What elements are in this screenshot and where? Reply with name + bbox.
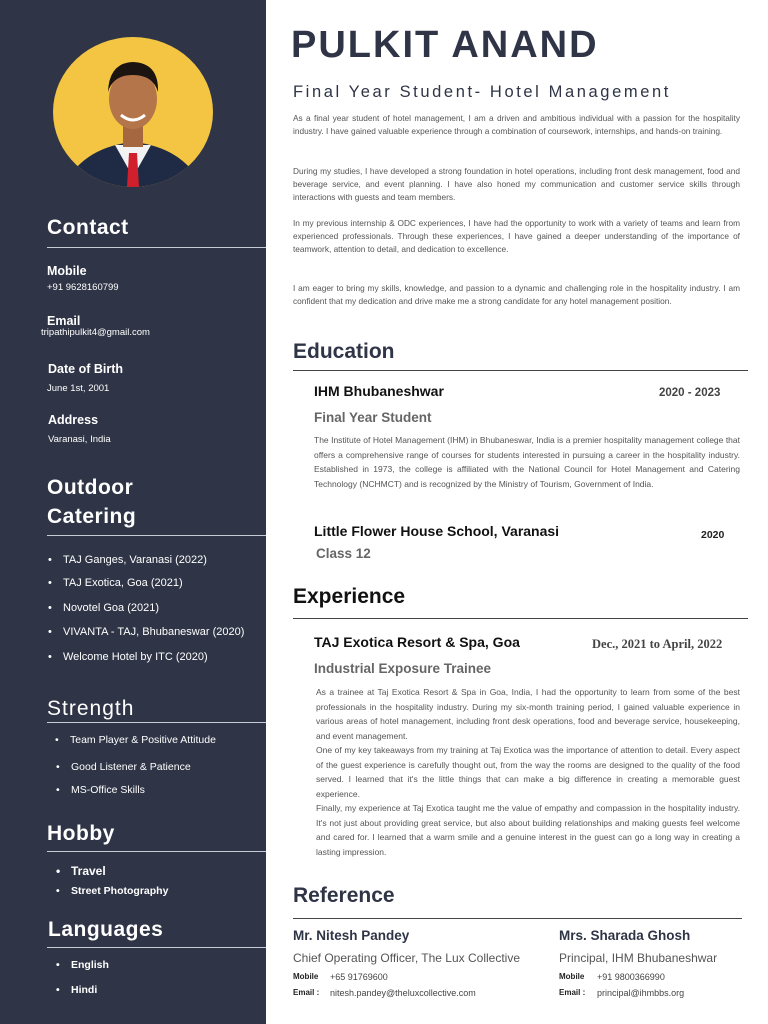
reference-email[interactable]: principal@ihmbbs.org [597, 988, 685, 998]
list-item: • Novotel Goa (2021) [63, 602, 159, 614]
reference-mobile-label: Mobile [559, 972, 585, 981]
hobby-divider [47, 851, 266, 852]
reference-heading: Reference [293, 884, 395, 907]
languages-divider [47, 947, 266, 948]
education-heading: Education [293, 340, 395, 363]
reference-name: Mrs. Sharada Ghosh [559, 928, 691, 943]
reference-email[interactable]: nitesh.pandey@theluxcollective.com [330, 988, 476, 998]
dob-label: Date of Birth [48, 362, 123, 376]
experience-divider [293, 618, 748, 619]
list-item: • Welcome Hotel by ITC (2020) [63, 651, 208, 663]
list-item: • Good Listener & Patience [71, 761, 191, 773]
list-item: • Team Player & Positive Attitude [70, 734, 216, 746]
experience-role: Industrial Exposure Trainee [314, 661, 492, 676]
education-years: 2020 [701, 529, 725, 541]
list-item: • MS-Office Skills [71, 784, 145, 796]
list-item: • VIVANTA - TAJ, Bhubaneswar (2020) [63, 626, 244, 638]
education-divider [293, 370, 748, 371]
experience-paragraph: Finally, my experience at Taj Exotica taught me the value of empathy and compassion in the hospitality industry. It's not just about providing great service, but also about building relationships and making guests feel welcome and cared for. I learned that a warm smile and a genuine interest in the guest can go a long way in creating a lasting impression. [316, 803, 740, 857]
languages-heading: Languages [48, 918, 164, 941]
contact-divider [47, 247, 266, 248]
experience-heading: Experience [293, 585, 406, 608]
reference-mobile: +65 91769600 [330, 972, 388, 982]
outdoor-catering-heading-line1: Outdoor [47, 476, 134, 499]
hobby-heading: Hobby [47, 822, 115, 845]
outdoor-catering-heading-line2: Catering [47, 505, 137, 528]
catering-divider [47, 535, 266, 536]
strength-divider [47, 722, 266, 723]
candidate-name: PULKIT ANAND [291, 24, 599, 66]
mobile-value: +91 9628160799 [47, 282, 119, 293]
address-label: Address [48, 413, 99, 427]
education-years: 2020 - 2023 [659, 387, 721, 399]
experience-paragraph: One of my key takeaways from my training at Taj Exotica was the importance of attention to detail. Every aspect of the guest experience is carefully thought out, from the way the rooms are designed to the quality of the food served. I learned that it's the little things that can make a big difference in creating a memorable guest experience. [316, 745, 740, 799]
list-item: • Hindi [71, 984, 97, 996]
reference-name: Mr. Nitesh Pandey [293, 928, 410, 943]
reference-mobile: +91 9800366990 [597, 972, 665, 982]
address-value: Varanasi, India [48, 434, 111, 445]
contact-heading: Contact [47, 216, 129, 239]
education-school: IHM Bhubaneshwar [314, 383, 444, 399]
list-item: • TAJ Ganges, Varanasi (2022) [63, 554, 207, 566]
education-role: Final Year Student [314, 410, 432, 425]
education-role: Class 12 [316, 546, 371, 561]
reference-divider [293, 918, 742, 919]
email-value[interactable]: tripathipulkit4@gmail.com [41, 327, 150, 338]
list-item: • TAJ Exotica, Goa (2021) [63, 577, 183, 589]
strength-heading: Strength [47, 697, 135, 720]
list-item: • English [71, 959, 109, 971]
reference-email-label: Email : [559, 988, 586, 997]
experience-company: TAJ Exotica Resort & Spa, Goa [314, 634, 520, 650]
list-item: • Street Photography [71, 885, 168, 897]
reference-role: Chief Operating Officer, The Lux Collective [293, 951, 521, 965]
summary-paragraph: I am eager to bring my skills, knowledge, and passion to a dynamic and challenging role in the hospitality industry. I am confident that my dedication and drive make me a strong candidate for any hotel management position. [293, 283, 740, 306]
education-description: The Institute of Hotel Management (IHM) in Bhubaneswar, India is a premier hospitality management college that offers a comprehensive range of courses for students interested in pursuing a career in the hospitality industry. Established in 1973, the college is affiliated with the National Council for Hotel Management and Catering Technology (NCHMCT) and is recognized by the Ministry of Tourism, Government of India. [314, 435, 740, 489]
sidebar [0, 0, 266, 1024]
profile-photo [53, 37, 213, 187]
summary-paragraph: In my previous internship & ODC experiences, I have had the opportunity to work with a variety of teams and learn from experienced professionals. Through these experiences, I have gained a deeper understanding of the importance of teamwork, attention to detail, and dedication to excellence. [293, 218, 740, 254]
mobile-label: Mobile [47, 264, 87, 278]
summary-paragraph: During my studies, I have developed a strong foundation in hotel operations, including front desk management, food and beverage service, and event planning. I have also honed my communication and customer service skills through interactions with guests and team members. [293, 166, 740, 202]
list-item: • Travel [71, 864, 106, 878]
dob-value: June 1st, 2001 [47, 383, 110, 394]
summary-paragraph: As a final year student of hotel management, I am a driven and ambitious individual with a passion for the hospitality industry. I have gained valuable experience through a combination of coursework, internships, and hands-on training. [293, 113, 740, 136]
candidate-title: Final Year Student- Hotel Management [293, 83, 671, 101]
reference-role: Principal, IHM Bhubaneshwar [559, 951, 718, 965]
experience-paragraph: As a trainee at Taj Exotica Resort & Spa in Goa, India, I had the opportunity to learn from some of the best professionals in the hospitality industry. During my six-month training period, I gained valuable experience in various areas of hotel management, including front desk operations, food and beverage service, housekeeping, and event management. [316, 687, 740, 741]
email-label: Email [47, 314, 81, 328]
experience-dates: Dec., 2021 to April, 2022 [592, 637, 723, 651]
education-school: Little Flower House School, Varanasi [314, 523, 560, 539]
reference-email-label: Email : [293, 988, 320, 997]
reference-mobile-label: Mobile [293, 972, 319, 981]
